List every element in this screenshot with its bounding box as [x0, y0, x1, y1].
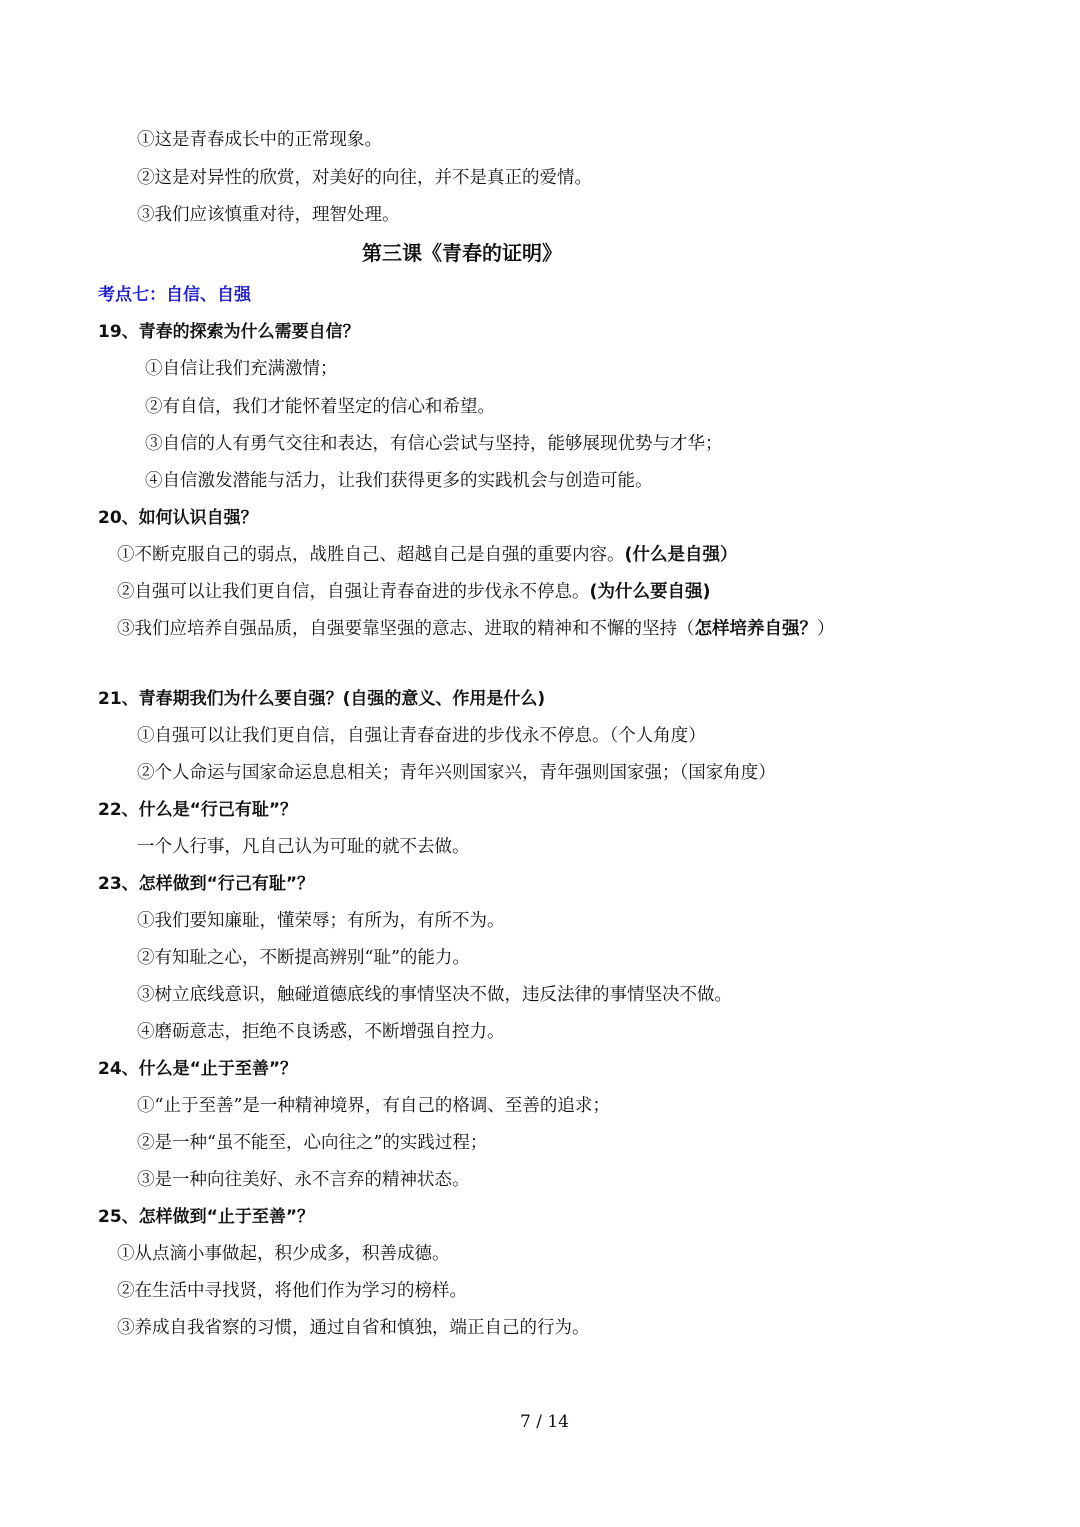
- q23-item-2: ②有知耻之心，不断提高辨别“耻”的能力。: [137, 948, 470, 968]
- q25-item-3: ③养成自我省察的习惯，通过自省和慎独，端正自己的行为。: [117, 1318, 590, 1338]
- section-heading: 考点七：自信、自强: [98, 285, 251, 305]
- q20-item-3: [117, 617, 835, 641]
- question-22-title: 22、什么是“行己有耻”？: [98, 800, 298, 820]
- page-number: 7 / 14: [520, 1412, 569, 1432]
- q20-item-3-note: 怎样培养自强？: [694, 619, 817, 639]
- q22-item-1: 一个人行事，凡自己认为可耻的就不去做。: [137, 837, 470, 857]
- intro-item-1: ①这是青春成长中的正常现象。: [137, 130, 382, 150]
- q20-item-3-end: ）: [817, 619, 835, 639]
- intro-item-2: ②这是对异性的欣赏，对美好的向往，并不是真正的爱情。: [137, 168, 592, 188]
- q23-item-1: ①我们要知廉耻，懂荣辱；有所为，有所不为。: [137, 911, 505, 931]
- question-24-title: 24、什么是“止于至善”？: [98, 1059, 298, 1079]
- q19-item-4: ④自信激发潜能与活力，让我们获得更多的实践机会与创造可能。: [145, 471, 653, 491]
- intro-item-3: ③我们应该慎重对待，理智处理。: [137, 205, 400, 225]
- q20-item-3-text: ③我们应培养自强品质，自强要靠坚强的意志、进取的精神和不懈的坚持（: [117, 619, 695, 639]
- question-20-title: 20、如何认识自强？: [98, 508, 258, 528]
- q23-item-4: ④磨砺意志，拒绝不良诱惑，不断增强自控力。: [137, 1022, 505, 1042]
- question-19-title: 19、青春的探索为什么需要自信？: [98, 322, 360, 342]
- q20-item-2: [117, 580, 711, 604]
- q25-item-2: ②在生活中寻找贤，将他们作为学习的榜样。: [117, 1281, 467, 1301]
- q21-item-2: ②个人命运与国家命运息息相关；青年兴则国家兴，青年强则国家强；（国家角度）: [137, 763, 776, 783]
- q24-item-2: ②是一种“虽不能至，心向往之”的实践过程；: [137, 1133, 488, 1153]
- question-25-title: 25、怎样做到“止于至善”？: [98, 1207, 315, 1227]
- q20-item-1: [117, 543, 738, 567]
- q24-item-1: ①“止于至善”是一种精神境界，有自己的格调、至善的追求；: [137, 1096, 610, 1116]
- q21-item-1: ①自强可以让我们更自信，自强让青春奋进的步伐永不停息。（个人角度）: [137, 726, 706, 746]
- q20-item-1-text: ①不断克服自己的弱点，战胜自己、超越自己是自强的重要内容。: [117, 545, 625, 565]
- question-23-title: 23、怎样做到“行己有耻”？: [98, 874, 315, 894]
- q20-item-2-text: ②自强可以让我们更自信，自强让青春奋进的步伐永不停息。: [117, 582, 590, 602]
- q19-item-1: ①自信让我们充满激情；: [145, 359, 338, 379]
- q19-item-2: ②有自信，我们才能怀着坚定的信心和希望。: [145, 397, 495, 417]
- q19-item-3: ③自信的人有勇气交往和表达，有信心尝试与坚持，能够展现优势与才华；: [145, 434, 723, 454]
- question-21-title: 21、青春期我们为什么要自强？(自强的意义、作用是什么): [98, 689, 546, 709]
- q20-item-1-note: (什么是自强）: [624, 545, 738, 565]
- q24-item-3: ③是一种向往美好、永不言弃的精神状态。: [137, 1170, 470, 1190]
- lesson-title: 第三课《青春的证明》: [362, 241, 562, 265]
- q25-item-1: ①从点滴小事做起，积少成多，积善成德。: [117, 1244, 450, 1264]
- q20-item-2-note: (为什么要自强): [589, 582, 711, 602]
- q23-item-3: ③树立底线意识，触碰道德底线的事情坚决不做，违反法律的事情坚决不做。: [137, 985, 732, 1005]
